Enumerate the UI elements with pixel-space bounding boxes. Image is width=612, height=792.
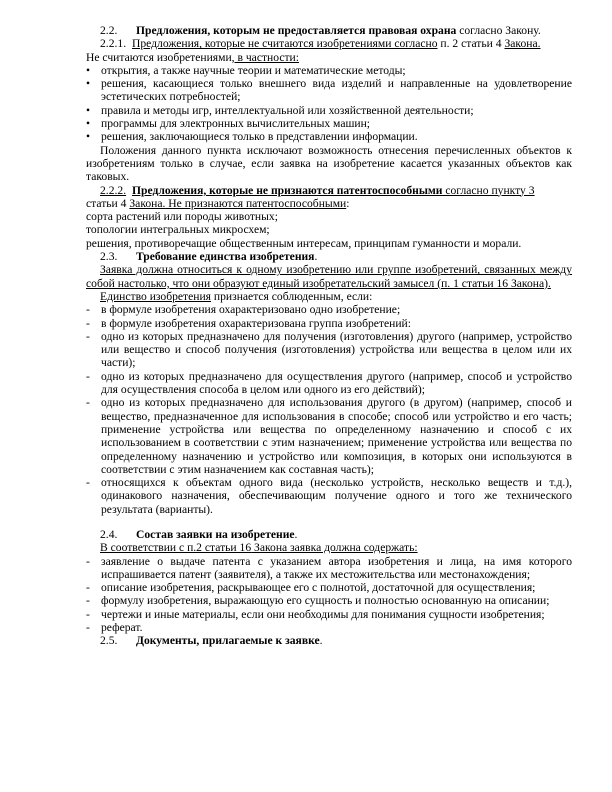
- bullet-icon: •: [86, 130, 91, 144]
- intro-text: Не считаются изобретениями: [86, 50, 232, 64]
- list-item-text: относящихся к объектам одного вида (несколько устройств, несколько веществ и т.д.), одинакового назначения, обеспечивающим получение одного и того же технического результата (варианты).: [101, 476, 572, 516]
- law-ref: Закона.: [129, 196, 166, 210]
- list-item-text: правила и методы игр, интеллектуальной или хозяйственной деятельности;: [101, 103, 474, 117]
- bullet-icon: •: [86, 63, 91, 77]
- list-item: [86, 64, 572, 77]
- unity-intro: [86, 290, 572, 303]
- list-item: решения, противоречащие общественным интересам, принципам гуманности и морали.: [86, 236, 522, 250]
- section-number: 2.3.: [100, 250, 118, 264]
- application-contents-list: [86, 555, 572, 635]
- section-title: Предложения, которые не считаются изобретениями согласно: [132, 37, 438, 51]
- list-item: [86, 370, 572, 397]
- section-2-3-heading: [86, 250, 572, 263]
- list-item: [86, 581, 572, 594]
- section-title-tail: согласно Закону.: [456, 24, 541, 37]
- section-title: Требование единства изобретения: [136, 250, 315, 264]
- list-item-text: решения, касающиеся только внешнего вида изделий и направленные на удовлетворение эстетических потребностей;: [101, 77, 572, 104]
- intro-colon: :: [346, 196, 350, 210]
- dash-marker: -: [86, 581, 90, 595]
- intro-text-underlined: В соответствии с п.2 статьи 16: [100, 541, 252, 555]
- list-item-text: описание изобретения, раскрывающее его с полнотой, достаточной для осуществления;: [101, 581, 536, 595]
- section-title: Предложения, которым не предоставляется правовая охрана: [136, 24, 457, 37]
- unity-conditions-list: [86, 303, 572, 516]
- list-item-text: заявление о выдаче патента с указанием автора изобретения и лица, на имя которого испрашивается патент (заявителя), а также их местожительства или местонахождения;: [101, 554, 572, 581]
- document-page: [86, 24, 572, 648]
- section-title: Предложения, которые не признаются патентоспособными: [132, 183, 443, 197]
- dash-marker: -: [86, 554, 90, 568]
- list-item: [86, 317, 572, 330]
- dash-marker: -: [86, 369, 90, 383]
- non-patentable-intro: [86, 197, 572, 210]
- section-ref: п. 2 статьи 4: [437, 37, 505, 51]
- title-period: .: [294, 527, 298, 541]
- section-number: 2.2.: [100, 24, 118, 37]
- paragraph-text-underlined: Заявка должна относиться к одному изобретению или группе изобретений, связанных между собой настолько, что они образуют единый изобретательский замысел: [86, 263, 572, 290]
- list-item-text: в формуле изобретения охарактеризована группа изобретений:: [101, 316, 411, 330]
- list-item: [86, 77, 572, 104]
- dash-marker: -: [86, 476, 90, 490]
- non-inventions-note: Положения данного пункта исключают возможность отнесения перечисленных объектов к изобретениям только в случае, если заявка на изобретение касается указанных объектов как таковых.: [86, 143, 572, 184]
- intro-text-underlined: Закона заявка должна содержать:: [251, 541, 418, 555]
- section-number: 2.2.2.: [100, 183, 127, 197]
- intro-text-underlined: , в частности:: [231, 50, 299, 64]
- list-item: [86, 117, 572, 130]
- list-item-text: чертежи и иные материалы, если они необходимы для понимания сущности изобретения;: [101, 607, 545, 621]
- list-item-text: одно из которых предназначено для получения (изготовления) другого (например, устройство или вещество и способ получения (изготовления) устройства или вещества в целом или их части);: [101, 329, 572, 370]
- section-2-5-heading: [86, 634, 572, 647]
- list-item: [86, 330, 572, 370]
- section-title: Документы, прилагаемые к заявке: [136, 634, 320, 648]
- dash-marker: -: [86, 396, 90, 410]
- application-contents-intro: [86, 541, 572, 554]
- list-item-text: одно из которых предназначено для осуществления другого (например, способ и устройство для осуществления способа в целом или одного из его действий);: [101, 369, 572, 397]
- list-item: [86, 555, 572, 582]
- list-item: [86, 396, 572, 476]
- list-item-text: в формуле изобретения охарактеризовано одно изобретение;: [101, 303, 401, 317]
- list-item: [86, 608, 572, 621]
- dash-marker: -: [86, 316, 90, 330]
- law-ref: Закона.: [504, 37, 541, 51]
- section-spacer: [86, 516, 572, 528]
- list-item-text: формулу изобретения, выражающую его сущность и полностью основанную на описании;: [101, 594, 550, 608]
- list-item-text: открытия, а также научные теории и математические методы;: [101, 63, 406, 77]
- list-item: [86, 104, 572, 117]
- dash-marker: -: [86, 303, 90, 317]
- dash-marker: -: [86, 329, 90, 343]
- list-item: [86, 621, 572, 634]
- unity-intro-text: признается соблюденным, если:: [211, 289, 373, 303]
- list-item: сорта растений или породы животных;: [86, 210, 278, 224]
- dash-marker: -: [86, 594, 90, 608]
- title-period: .: [319, 634, 323, 648]
- list-item: [86, 476, 572, 516]
- bullet-icon: •: [86, 103, 91, 117]
- section-number: 2.4.: [100, 527, 118, 541]
- title-period: .: [314, 250, 318, 264]
- intro-text: статьи 4: [86, 196, 130, 210]
- section-2-2-2-heading: [86, 184, 572, 197]
- list-item-text: одно из которых предназначено для использования другого (в другом) (например, способ и вещество, предназначенное для использования в способе; способ или устройство и его часть; применение устройства или вещества по определенному назначению и способ с их использованием в соответствии с этим назначением; применение устройства или вещества по определенному назначению и устройство или композиция, в которых они используются в соответствии с этим назначением как составная часть);: [101, 396, 572, 476]
- list-item: [86, 594, 572, 607]
- intro-text-underlined: Не признаются патентоспособными: [165, 196, 347, 210]
- unity-requirement-paragraph: [86, 263, 572, 290]
- dash-marker: -: [86, 621, 90, 635]
- section-title: Состав заявки на изобретение: [136, 527, 295, 541]
- section-number: 2.5.: [100, 634, 118, 648]
- unity-term: Единство изобретения: [100, 289, 212, 303]
- bullet-icon: •: [86, 77, 91, 91]
- section-2-4-heading: [86, 528, 572, 541]
- section-2-2-1-heading: [86, 37, 572, 50]
- bullet-icon: •: [86, 117, 91, 131]
- list-item: топологии интегральных микросхем;: [86, 223, 270, 237]
- non-inventions-intro: [86, 51, 572, 64]
- paragraph-tail: (п. 1 статьи 16 Закона).: [434, 276, 551, 290]
- section-title-tail: согласно пункту 3: [442, 183, 535, 197]
- list-item: [86, 303, 572, 316]
- list-item-text: реферат.: [101, 621, 143, 635]
- list-item: [86, 130, 572, 143]
- section-number: 2.2.1.: [100, 37, 127, 51]
- section-2-2-heading: [86, 24, 572, 37]
- dash-marker: -: [86, 607, 90, 621]
- list-item-text: решения, заключающиеся только в представлении информации.: [101, 130, 418, 144]
- non-inventions-list: [86, 64, 572, 144]
- list-item-text: программы для электронных вычислительных машин;: [101, 117, 371, 131]
